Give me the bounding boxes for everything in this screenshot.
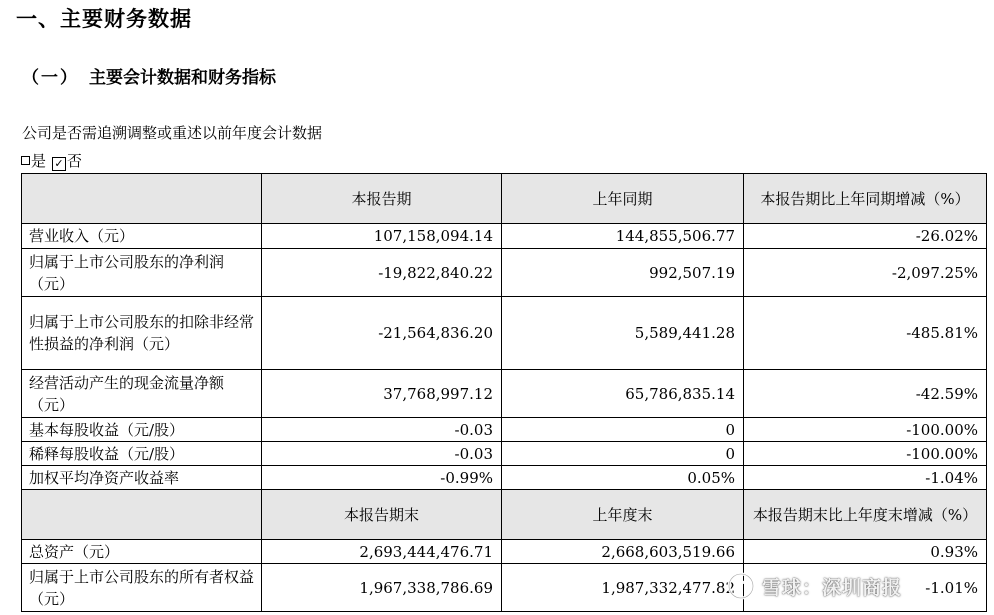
prior-value: 0 [502,442,744,466]
change-value: -26.02% [744,224,987,249]
choice-yes-label: 是 [31,152,47,170]
financial-data-table [21,173,987,612]
current-value: 107,158,094.14 [262,224,502,249]
change-value: -1.04% [744,466,987,490]
header-cell-blank [22,490,262,540]
choice-no-label: 否 [67,152,83,170]
change-value: -100.00% [744,418,987,442]
header-prior-year-end: 上年度末 [502,490,744,540]
unchecked-box-icon [21,156,30,165]
table-header-row [22,174,987,224]
current-value: -0.03 [262,418,502,442]
prior-value: 5,589,441.28 [502,297,744,370]
header-current-period: 本报告期 [262,174,502,224]
checked-box-icon: ✓ [52,157,66,171]
prior-value: 992,507.19 [502,249,744,297]
prior-value: 2,668,603,519.66 [502,540,744,564]
change-value: -100.00% [744,442,987,466]
header-cell-blank [22,174,262,224]
prior-value: 65,786,835.14 [502,370,744,418]
table-row [22,370,987,418]
current-value: 1,967,338,786.69 [262,564,502,612]
row-label: 基本每股收益（元/股） [22,418,262,442]
header-year-end-change: 本报告期末比上年度末增减（%） [744,490,987,540]
change-value: -485.81% [744,297,987,370]
current-value: 2,693,444,476.71 [262,540,502,564]
table-row [22,249,987,297]
row-label: 归属于上市公司股东的净利润（元） [22,249,262,297]
subsection-title [22,64,276,92]
subsection-label: 主要会计数据和财务指标 [89,68,276,88]
section-title: 一、主要财务数据 [16,7,192,31]
change-value: -42.59% [744,370,987,418]
row-label: 稀释每股收益（元/股） [22,442,262,466]
table-row [22,540,987,564]
table-row [22,564,987,612]
row-label: 营业收入（元） [22,224,262,249]
current-value: -0.03 [262,442,502,466]
change-value: -2,097.25% [744,249,987,297]
table-row [22,418,987,442]
prior-value: 0.05% [502,466,744,490]
row-label: 加权平均净资产收益率 [22,466,262,490]
table-row [22,442,987,466]
current-value: -21,564,836.20 [262,297,502,370]
table-row [22,297,987,370]
row-label: 总资产（元） [22,540,262,564]
current-value: -0.99% [262,466,502,490]
header-period-end: 本报告期末 [262,490,502,540]
table-header-row [22,490,987,540]
table-row [22,466,987,490]
subsection-number: （一） [22,68,79,88]
row-label: 归属于上市公司股东的所有者权益（元） [22,564,262,612]
watermark-text: 雪球：深圳商报 [762,576,903,599]
change-value: 0.93% [744,540,987,564]
row-label: 经营活动产生的现金流量净额（元） [22,370,262,418]
restatement-question: 公司是否需追溯调整或重述以前年度会计数据 [22,124,323,142]
header-prior-period: 上年同期 [502,174,744,224]
prior-value: 1,987,332,477.82 [502,564,744,612]
restatement-choice [21,149,82,173]
row-label: 归属于上市公司股东的扣除非经常性损益的净利润（元） [22,297,262,370]
current-value: 37,768,997.12 [262,370,502,418]
change-value: -1.01% [744,564,987,612]
current-value: -19,822,840.22 [262,249,502,297]
prior-value: 144,855,506.77 [502,224,744,249]
table-row [22,224,987,249]
prior-value: 0 [502,418,744,442]
header-period-change: 本报告期比上年同期增减（%） [744,174,987,224]
